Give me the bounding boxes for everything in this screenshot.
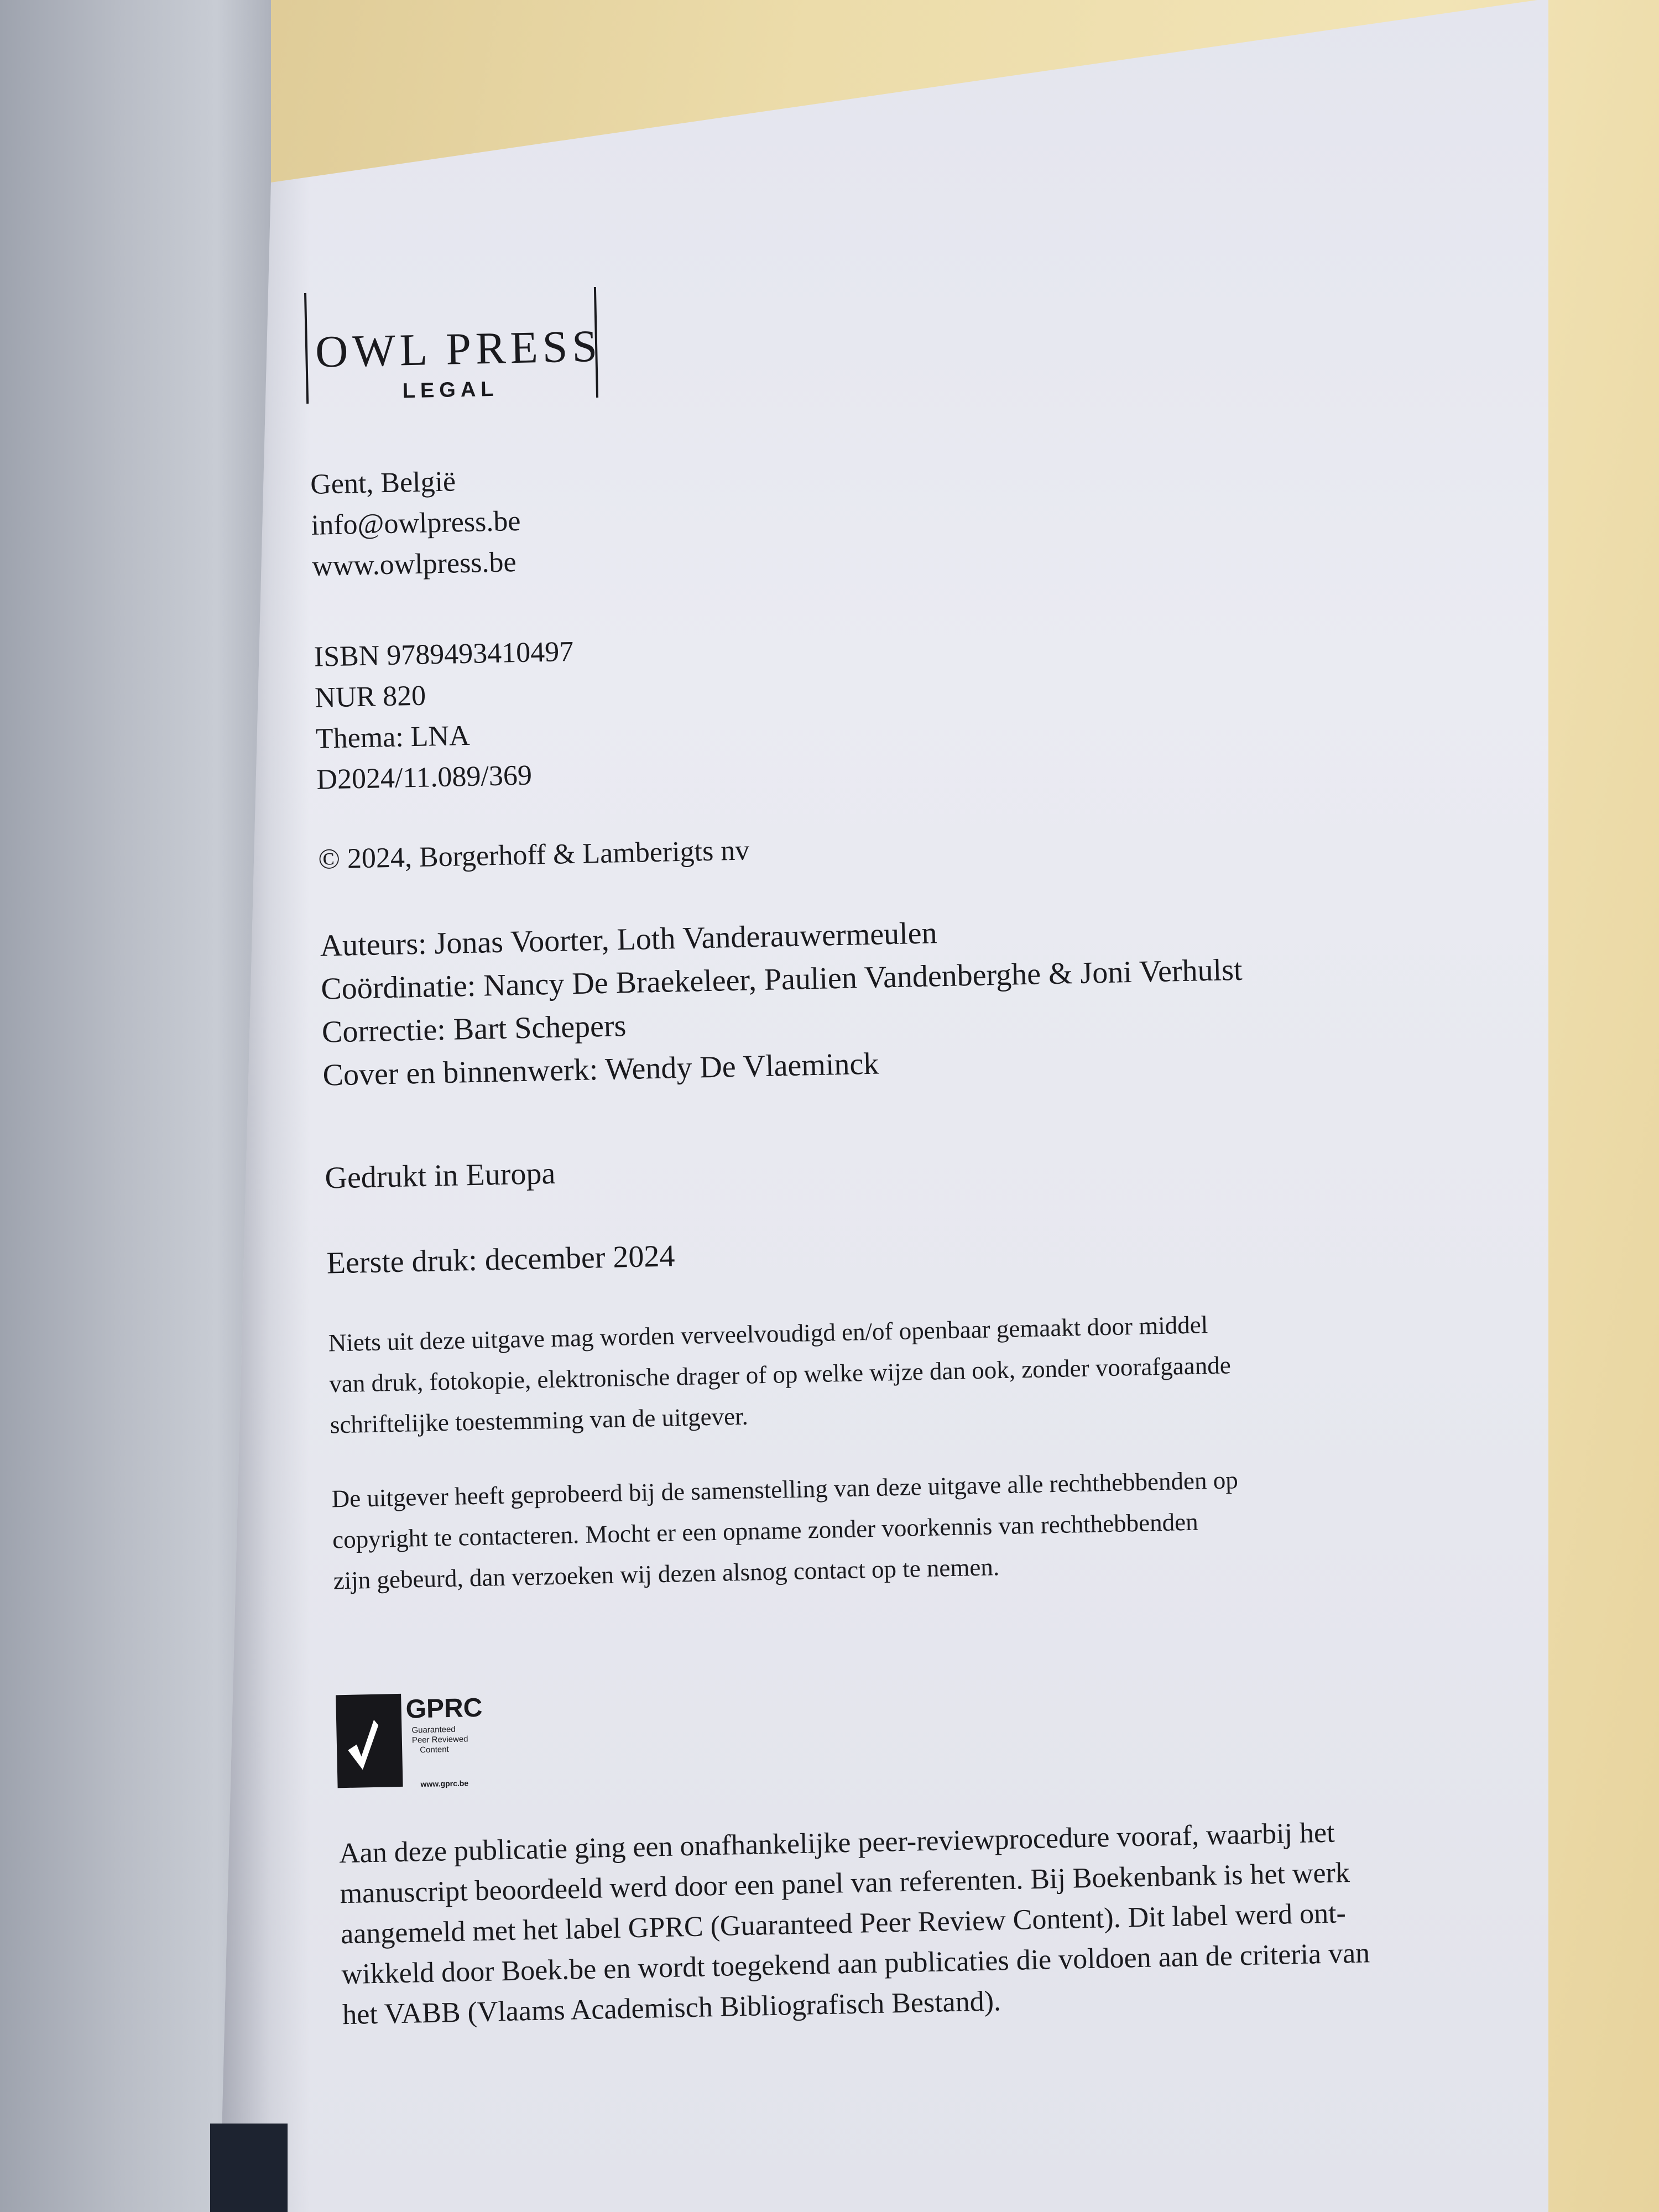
review-line: het VABB (Vlaams Academisch Bibliografisch Bestand). xyxy=(342,1985,1001,2031)
isbn: ISBN 9789493410497 xyxy=(314,635,574,673)
credit-proofreading: Correctie: Bart Schepers xyxy=(321,1009,627,1050)
thema-code: Thema: LNA xyxy=(315,719,471,755)
gprc-label xyxy=(336,1692,504,1800)
book-identifiers xyxy=(314,614,1421,801)
gprc-line: Peer Reviewed xyxy=(411,1734,468,1745)
first-edition: Eerste druk: december 2024 xyxy=(326,1239,676,1281)
copyright-line: © 2024, Borgerhoff & Lamberigts nv xyxy=(317,834,750,875)
review-line: Aan deze publicatie ging een onafhankelijke peer-reviewprocedure vooraf, waarbij het xyxy=(338,1817,1335,1870)
legal-deposit: D2024/11.089/369 xyxy=(316,759,533,796)
publisher-location: Gent, België xyxy=(310,466,456,500)
printed-in: Gedrukt in Europa xyxy=(324,1156,556,1196)
colophon-content xyxy=(304,270,1447,2035)
book-spine-shadow xyxy=(210,2124,288,2212)
rights-notice xyxy=(331,1455,1437,1601)
gprc-title: GPRC xyxy=(405,1693,483,1724)
publisher-logo xyxy=(304,287,602,404)
nur-code: NUR 820 xyxy=(314,680,426,714)
notice-line: De uitgever heeft geprobeerd bij de samenstelling van deze uitgave alle rechthebbenden op xyxy=(331,1466,1239,1513)
publisher-email: info@owlpress.be xyxy=(311,505,521,541)
notice-line: zijn gebeurd, dan verzoeken wij dezen alsnog contact op te nemen. xyxy=(333,1553,1000,1595)
publisher-contact xyxy=(310,441,1416,587)
gprc-line: Guaranteed xyxy=(411,1724,456,1735)
checkmark-icon xyxy=(346,1717,379,1772)
peer-review-statement xyxy=(338,1811,1446,2036)
review-line: manuscript beoordeeld werd door een panel van referenten. Bij Boekenbank is het werk xyxy=(340,1857,1350,1910)
notice-line: schriftelijke toestemming van de uitgever. xyxy=(330,1402,749,1439)
notice-line: copyright te contacteren. Mocht er een opname zonder voorkennis van rechthebbenden xyxy=(332,1507,1199,1554)
notice-line: van druk, fotokopie, elektronische drager of op welke wijze dan ook, zonder voorafgaande xyxy=(328,1351,1232,1398)
logo-name: OWL PRESS xyxy=(315,320,602,377)
credit-coordination: Coördinatie: Nancy De Braekeleer, Paulien Vandenberghe & Joni Verhulst xyxy=(320,952,1243,1006)
review-line: aangemeld met het label GPRC (Guaranteed Peer Review Content). Dit label werd ont- xyxy=(340,1897,1347,1950)
credit-design: Cover en binnenwerk: Wendy De Vlaeminck xyxy=(322,1046,879,1093)
gprc-checkbox-icon xyxy=(336,1694,403,1788)
review-line: wikkeld door Boek.be en wordt toegekend aan publicaties die voldoen aan de criteria van xyxy=(341,1937,1370,1991)
gprc-line: Content xyxy=(420,1745,449,1755)
credit-authors: Auteurs: Jonas Voorter, Loth Vanderauwermeulen xyxy=(320,916,938,963)
credits xyxy=(320,901,1427,1097)
reproduction-notice xyxy=(328,1300,1434,1446)
notice-line: Niets uit deze uitgave mag worden verveelvoudigd en/of openbaar gemaakt door middel xyxy=(328,1311,1208,1357)
publisher-website: www.owlpress.be xyxy=(311,546,517,582)
logo-subtitle: LEGAL xyxy=(402,377,499,403)
gprc-website: www.gprc.be xyxy=(420,1778,469,1789)
